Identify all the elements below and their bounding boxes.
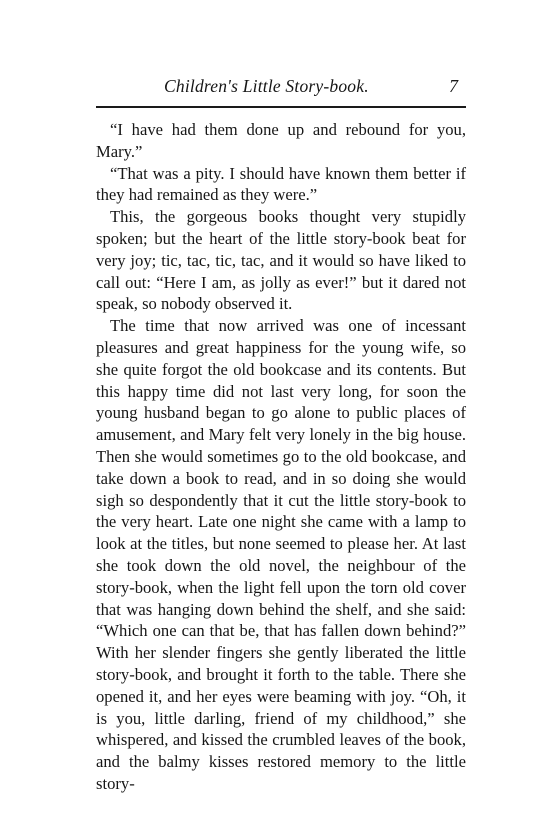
running-head (96, 76, 466, 100)
body-text (96, 119, 466, 795)
header-rule (96, 106, 466, 108)
paragraph: This, the gorgeous books thought very stupidly spoken; but the heart of the little story-book beat for very joy; tic, tac, tic, tac, and it would so have liked to call out: “Here I am, as jolly as ever!” but it dared not speak, so nobody observed it. (96, 207, 466, 314)
page-number: 7 (449, 76, 458, 96)
paragraph: “That was a pity. I should have known them better if they had remained as they were.” (96, 163, 466, 205)
running-title: Children's Little Story-book. (164, 76, 369, 96)
paragraph: “I have had them done up and rebound for you, Mary.” (96, 120, 466, 161)
paragraph: The time that now arrived was one of incessant pleasures and great happiness for the young wife, so she quite forgot the old bookcase and its contents. But this happy time did not last very long, for soon the young husband began to go alone to public places of amusement, and Mary felt very lonely in the big house. Then she would sometimes go to the old bookcase, and take down a book to read, and in so doing she would sigh so despondently that it cut the little story-book to the very heart. Late one night she came with a lamp to look at the titles, but none seemed to please her. At last she took down the old novel, the neighbour of the story-book, when the light fell upon the torn old cover that was hanging down behind the shelf, and she said: “Which one can that be, that has fallen down behind?” With her slender fingers she gently liberated the little story-book, and brought it forth to the table. There she opened it, and her eyes were beaming with joy. “Oh, it is you, little darling, friend of my childhood,” she whispered, and kissed the crumbled leaves of the book, and the balmy kisses restored memory to the little story- (96, 316, 466, 793)
